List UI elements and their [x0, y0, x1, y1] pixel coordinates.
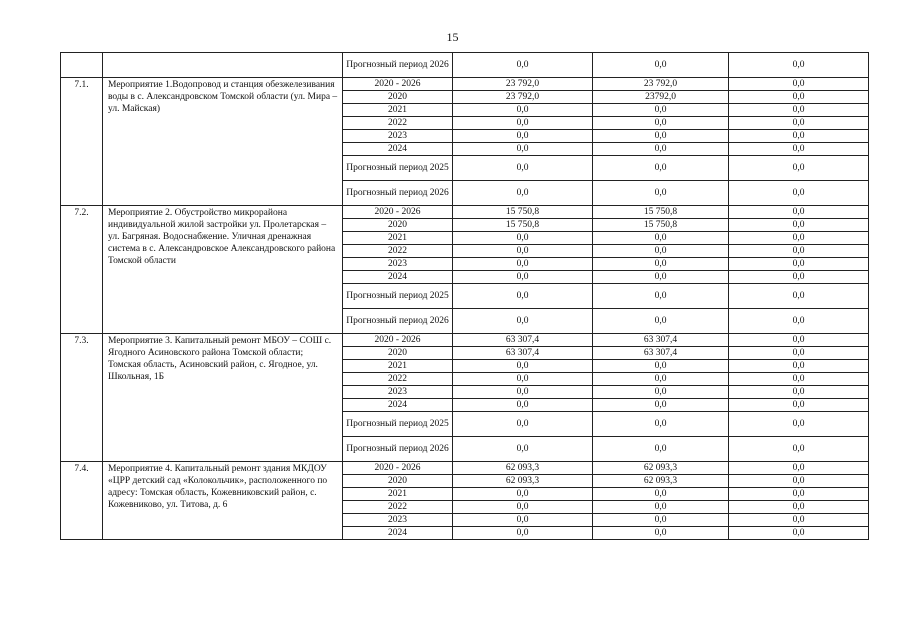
value-cell: 0,0 [729, 143, 869, 156]
value-cell: 0,0 [453, 412, 593, 437]
value-cell: 0,0 [729, 475, 869, 488]
value-cell: 63 307,4 [453, 334, 593, 347]
value-cell: 0,0 [729, 53, 869, 78]
value-cell: 0,0 [453, 156, 593, 181]
value-cell: 0,0 [453, 373, 593, 386]
table-row [61, 462, 869, 475]
value-cell: 0,0 [593, 258, 729, 271]
value-cell: 0,0 [453, 143, 593, 156]
value-cell: 0,0 [729, 271, 869, 284]
value-cell: 0,0 [593, 104, 729, 117]
value-cell: 0,0 [453, 437, 593, 462]
value-cell: 0,0 [593, 271, 729, 284]
table-row [61, 53, 869, 78]
period-cell: Прогнозный период 2026 [343, 53, 453, 78]
value-cell: 0,0 [453, 130, 593, 143]
value-cell: 0,0 [729, 462, 869, 475]
value-cell: 0,0 [729, 258, 869, 271]
value-cell: 0,0 [593, 181, 729, 206]
value-cell: 0,0 [593, 437, 729, 462]
measure-description: Мероприятие 3. Капитальный ремонт МБОУ – СОШ с. Ягодного Асиновского района Томской области; Томская область, Асиновский район, с. Ягодное, ул. Школьная, 1Б [103, 334, 343, 462]
value-cell: 0,0 [453, 501, 593, 514]
value-cell: 0,0 [729, 181, 869, 206]
period-cell: 2021 [343, 360, 453, 373]
value-cell: 0,0 [729, 373, 869, 386]
period-cell: 2024 [343, 527, 453, 540]
value-cell: 15 750,8 [453, 206, 593, 219]
value-cell: 0,0 [729, 156, 869, 181]
value-cell: 62 093,3 [453, 475, 593, 488]
value-cell: 63 307,4 [593, 334, 729, 347]
value-cell: 62 093,3 [593, 462, 729, 475]
value-cell: 0,0 [729, 527, 869, 540]
table-row [61, 206, 869, 219]
value-cell: 15 750,8 [593, 219, 729, 232]
period-cell: 2023 [343, 514, 453, 527]
value-cell: 0,0 [729, 91, 869, 104]
value-cell: 0,0 [729, 334, 869, 347]
period-cell: Прогнозный период 2026 [343, 437, 453, 462]
period-cell: 2024 [343, 271, 453, 284]
period-cell: 2020 [343, 347, 453, 360]
period-cell: 2021 [343, 104, 453, 117]
value-cell: 0,0 [729, 412, 869, 437]
period-cell: Прогнозный период 2026 [343, 309, 453, 334]
value-cell: 63 307,4 [593, 347, 729, 360]
value-cell: 0,0 [729, 245, 869, 258]
value-cell: 0,0 [593, 501, 729, 514]
value-cell: 23792,0 [593, 91, 729, 104]
measure-number: 7.2. [61, 206, 103, 334]
value-cell: 0,0 [453, 399, 593, 412]
value-cell: 0,0 [729, 488, 869, 501]
value-cell: 0,0 [729, 386, 869, 399]
desc-cell [103, 53, 343, 78]
value-cell: 0,0 [593, 373, 729, 386]
value-cell: 62 093,3 [453, 462, 593, 475]
measure-description: Мероприятие 4. Капитальный ремонт здания МКДОУ «ЦРР детский сад «Колокольчик», расположенного по адресу: Томская область, Кожевниковский район, с. Кожевниково, ул. Титова, д. 6 [103, 462, 343, 540]
period-cell: 2020 - 2026 [343, 206, 453, 219]
measure-description: Мероприятие 2. Обустройство микрорайона индивидуальной жилой застройки ул. Пролетарская – ул. Багряная. Водоснабжение. Уличная дренажная система в с. Александровское Александровского района Томской области [103, 206, 343, 334]
value-cell: 23 792,0 [593, 78, 729, 91]
period-cell: Прогнозный период 2026 [343, 181, 453, 206]
budget-table [60, 52, 869, 540]
period-cell: 2020 [343, 219, 453, 232]
value-cell: 0,0 [729, 399, 869, 412]
value-cell: 0,0 [453, 117, 593, 130]
value-cell: 0,0 [593, 309, 729, 334]
value-cell: 0,0 [729, 206, 869, 219]
period-cell: 2020 - 2026 [343, 78, 453, 91]
value-cell: 23 792,0 [453, 91, 593, 104]
value-cell: 0,0 [453, 284, 593, 309]
period-cell: 2020 [343, 91, 453, 104]
period-cell: 2022 [343, 117, 453, 130]
period-cell: Прогнозный период 2025 [343, 156, 453, 181]
value-cell: 0,0 [453, 360, 593, 373]
period-cell: 2024 [343, 399, 453, 412]
value-cell: 0,0 [453, 514, 593, 527]
value-cell: 0,0 [729, 360, 869, 373]
period-cell: 2022 [343, 245, 453, 258]
value-cell: 0,0 [453, 104, 593, 117]
value-cell: 0,0 [729, 117, 869, 130]
value-cell: 0,0 [729, 232, 869, 245]
period-cell: Прогнозный период 2025 [343, 412, 453, 437]
value-cell: 0,0 [729, 347, 869, 360]
value-cell: 0,0 [593, 156, 729, 181]
value-cell: 0,0 [729, 514, 869, 527]
value-cell: 15 750,8 [593, 206, 729, 219]
measure-number: 7.3. [61, 334, 103, 462]
value-cell: 0,0 [729, 78, 869, 91]
value-cell: 0,0 [729, 437, 869, 462]
value-cell: 0,0 [593, 245, 729, 258]
measure-number: 7.4. [61, 462, 103, 540]
value-cell: 0,0 [453, 258, 593, 271]
period-cell: 2020 - 2026 [343, 334, 453, 347]
table-row [61, 334, 869, 347]
period-cell: 2021 [343, 488, 453, 501]
page-number: 15 [446, 30, 459, 44]
value-cell: 0,0 [593, 514, 729, 527]
value-cell: 0,0 [593, 53, 729, 78]
value-cell: 0,0 [593, 130, 729, 143]
value-cell: 0,0 [453, 245, 593, 258]
period-cell: 2022 [343, 501, 453, 514]
value-cell: 0,0 [593, 143, 729, 156]
value-cell: 0,0 [593, 399, 729, 412]
period-cell: 2023 [343, 130, 453, 143]
value-cell: 0,0 [593, 488, 729, 501]
value-cell: 23 792,0 [453, 78, 593, 91]
value-cell: 0,0 [729, 501, 869, 514]
value-cell: 0,0 [729, 130, 869, 143]
value-cell: 0,0 [593, 386, 729, 399]
period-cell: 2023 [343, 386, 453, 399]
value-cell: 0,0 [453, 181, 593, 206]
period-cell: 2023 [343, 258, 453, 271]
table-body [61, 53, 869, 540]
value-cell: 0,0 [593, 284, 729, 309]
value-cell: 0,0 [729, 219, 869, 232]
value-cell: 0,0 [593, 117, 729, 130]
period-cell: 2021 [343, 232, 453, 245]
period-cell: 2022 [343, 373, 453, 386]
value-cell: 0,0 [453, 271, 593, 284]
value-cell: 0,0 [453, 53, 593, 78]
value-cell: 0,0 [593, 412, 729, 437]
value-cell: 15 750,8 [453, 219, 593, 232]
table-row [61, 78, 869, 91]
value-cell: 0,0 [593, 527, 729, 540]
period-cell: 2020 - 2026 [343, 462, 453, 475]
value-cell: 0,0 [453, 527, 593, 540]
value-cell: 0,0 [453, 232, 593, 245]
value-cell: 0,0 [453, 309, 593, 334]
value-cell: 0,0 [729, 284, 869, 309]
value-cell: 0,0 [593, 232, 729, 245]
value-cell: 0,0 [453, 488, 593, 501]
num-cell [61, 53, 103, 78]
value-cell: 62 093,3 [593, 475, 729, 488]
period-cell: 2020 [343, 475, 453, 488]
period-cell: 2024 [343, 143, 453, 156]
value-cell: 63 307,4 [453, 347, 593, 360]
value-cell: 0,0 [729, 309, 869, 334]
value-cell: 0,0 [729, 104, 869, 117]
value-cell: 0,0 [593, 360, 729, 373]
measure-description: Мероприятие 1.Водопровод и станция обезжелезивания воды в с. Александровском Томской области (ул. Мира – ул. Майская) [103, 78, 343, 206]
period-cell: Прогнозный период 2025 [343, 284, 453, 309]
measure-number: 7.1. [61, 78, 103, 206]
value-cell: 0,0 [453, 386, 593, 399]
